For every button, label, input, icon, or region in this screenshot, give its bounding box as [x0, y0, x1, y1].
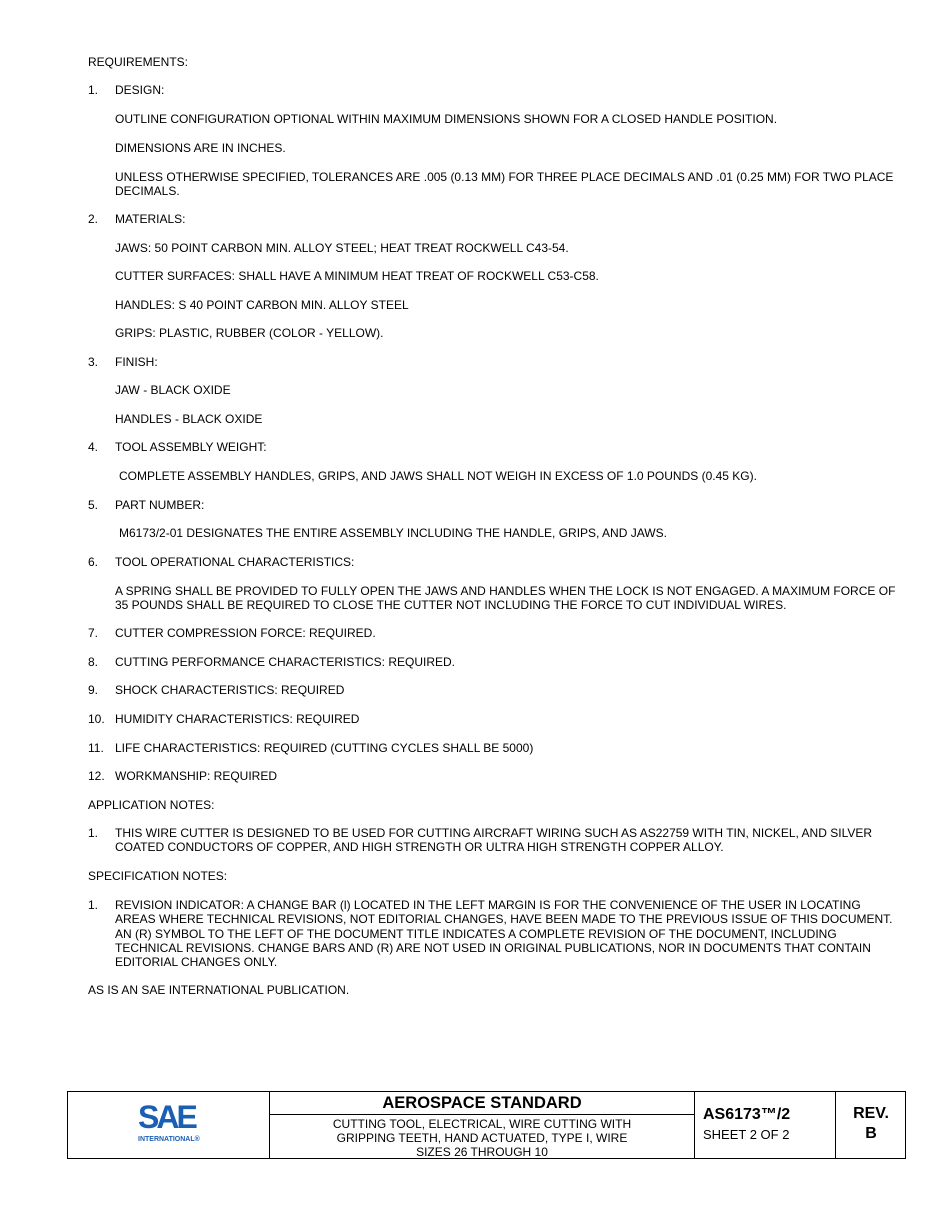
- revision-label: REV.: [853, 1105, 889, 1122]
- paragraph: UNLESS OTHERWISE SPECIFIED, TOLERANCES ARE .005 (0.13 MM) FOR THREE PLACE DECIMALS AND .01 (0.25 MM) FOR TWO PLACE DECIMALS.: [115, 170, 894, 199]
- item-number: 8.: [88, 655, 99, 669]
- title-cell: [270, 1092, 695, 1158]
- item-title: PART NUMBER:: [115, 498, 205, 512]
- paragraph: GRIPS: PLASTIC, RUBBER (COLOR - YELLOW).: [115, 326, 384, 340]
- paragraph: OUTLINE CONFIGURATION OPTIONAL WITHIN MAXIMUM DIMENSIONS SHOWN FOR A CLOSED HANDLE POSITION.: [115, 112, 778, 126]
- item-title: CUTTING PERFORMANCE CHARACTERISTICS: REQUIRED.: [115, 655, 456, 669]
- paragraph: HANDLES: S 40 POINT CARBON MIN. ALLOY STEEL: [115, 298, 409, 312]
- item-title: DESIGN:: [115, 83, 165, 97]
- item-number: 6.: [88, 555, 99, 569]
- sae-logo-text: SAE: [138, 1099, 195, 1135]
- item-number: 1.: [88, 898, 99, 912]
- item-title: TOOL ASSEMBLY WEIGHT:: [115, 440, 267, 454]
- item-title: WORKMANSHIP: REQUIRED: [115, 769, 278, 783]
- item-number: 1.: [88, 826, 99, 840]
- paragraph: JAW - BLACK OXIDE: [115, 383, 231, 397]
- item-number: 12.: [88, 769, 105, 783]
- item-number: 3.: [88, 355, 99, 369]
- paragraph: COMPLETE ASSEMBLY HANDLES, GRIPS, AND JAWS SHALL NOT WEIGH IN EXCESS OF 1.0 POUNDS (0.45 KG).: [119, 469, 757, 483]
- document-number: AS6173™/2: [703, 1106, 791, 1123]
- item-number: 11.: [88, 741, 104, 755]
- item-number: 2.: [88, 212, 99, 226]
- item-title: HUMIDITY CHARACTERISTICS: REQUIRED: [115, 712, 360, 726]
- paragraph: DIMENSIONS ARE IN INCHES.: [115, 141, 286, 155]
- specification-notes-heading: SPECIFICATION NOTES:: [88, 869, 228, 883]
- sae-logo: [68, 1092, 270, 1158]
- item-number: 9.: [88, 683, 99, 697]
- standard-heading: AEROSPACE STANDARD: [270, 1092, 694, 1115]
- paragraph: A SPRING SHALL BE PROVIDED TO FULLY OPEN THE JAWS AND HANDLES WHEN THE LOCK IS NOT ENGAGED. A MAXIMUM FORCE OF 35 POUNDS SHALL BE REQUIRED TO CLOSE THE CUTTER NOT INCLUDING THE FORCE TO CUT INDIVIDUAL WIRES.: [115, 584, 896, 613]
- sae-logo-subtext: INTERNATIONAL®: [138, 1136, 200, 1143]
- paragraph: M6173/2-01 DESIGNATES THE ENTIRE ASSEMBLY INCLUDING THE HANDLE, GRIPS, AND JAWS.: [119, 526, 667, 540]
- paragraph: CUTTER SURFACES: SHALL HAVE A MINIMUM HEAT TREAT OF ROCKWELL C53-C58.: [115, 269, 599, 283]
- item-title: FINISH:: [115, 355, 158, 369]
- item-title: LIFE CHARACTERISTICS: REQUIRED (CUTTING CYCLES SHALL BE 5000): [115, 741, 534, 755]
- item-title: CUTTER COMPRESSION FORCE: REQUIRED.: [115, 626, 376, 640]
- item-number: 1.: [88, 83, 99, 97]
- sheet-number: SHEET 2 OF 2: [703, 1127, 790, 1142]
- document-title: CUTTING TOOL, ELECTRICAL, WIRE CUTTING WITH GRIPPING TEETH, HAND ACTUATED, TYPE I, WIRE SIZES 26 THROUGH 10: [332, 1117, 632, 1159]
- specification-note: REVISION INDICATOR: A CHANGE BAR (l) LOCATED IN THE LEFT MARGIN IS FOR THE CONVENIENCE OF THE USER IN LOCATING AREAS WHERE TECHNICAL REVISIONS, NOT EDITORIAL CHANGES, HAVE BEEN MADE TO THE PREVIOUS ISSUE OF THIS DOCUMENT. AN (R) SYMBOL TO THE LEFT OF THE DOCUMENT TITLE INDICATES A COMPLETE REVISION OF THE DOCUMENT, INCLUDING TECHNICAL REVISIONS. CHANGE BARS AND (R) ARE NOT USED IN ORIGINAL PUBLICATIONS, NOR IN DOCUMENTS THAT CONTAIN EDITORIAL CHANGES ONLY.: [115, 898, 893, 970]
- requirements-heading: REQUIREMENTS:: [88, 55, 189, 69]
- paragraph: HANDLES - BLACK OXIDE: [115, 412, 263, 426]
- paragraph: JAWS: 50 POINT CARBON MIN. ALLOY STEEL; HEAT TREAT ROCKWELL C43-54.: [115, 241, 569, 255]
- item-number: 4.: [88, 440, 99, 454]
- application-note: THIS WIRE CUTTER IS DESIGNED TO BE USED FOR CUTTING AIRCRAFT WIRING SUCH AS AS22759 WITH TIN, NICKEL, AND SILVER COATED CONDUCTORS OF COPPER, AND HIGH STRENGTH OR ULTRA HIGH STRENGTH COPPER ALLOY.: [115, 826, 873, 855]
- document-number-cell: [695, 1092, 836, 1158]
- title-block: [67, 1091, 906, 1159]
- item-title: TOOL OPERATIONAL CHARACTERISTICS:: [115, 555, 355, 569]
- item-title: SHOCK CHARACTERISTICS: REQUIRED: [115, 683, 345, 697]
- item-number: 7.: [88, 626, 99, 640]
- revision-value: B: [865, 1125, 877, 1142]
- item-number: 5.: [88, 498, 99, 512]
- application-notes-heading: APPLICATION NOTES:: [88, 798, 215, 812]
- item-title: MATERIALS:: [115, 212, 186, 226]
- closing-statement: AS IS AN SAE INTERNATIONAL PUBLICATION.: [88, 983, 350, 997]
- item-number: 10.: [88, 712, 105, 726]
- revision-cell: [836, 1092, 906, 1158]
